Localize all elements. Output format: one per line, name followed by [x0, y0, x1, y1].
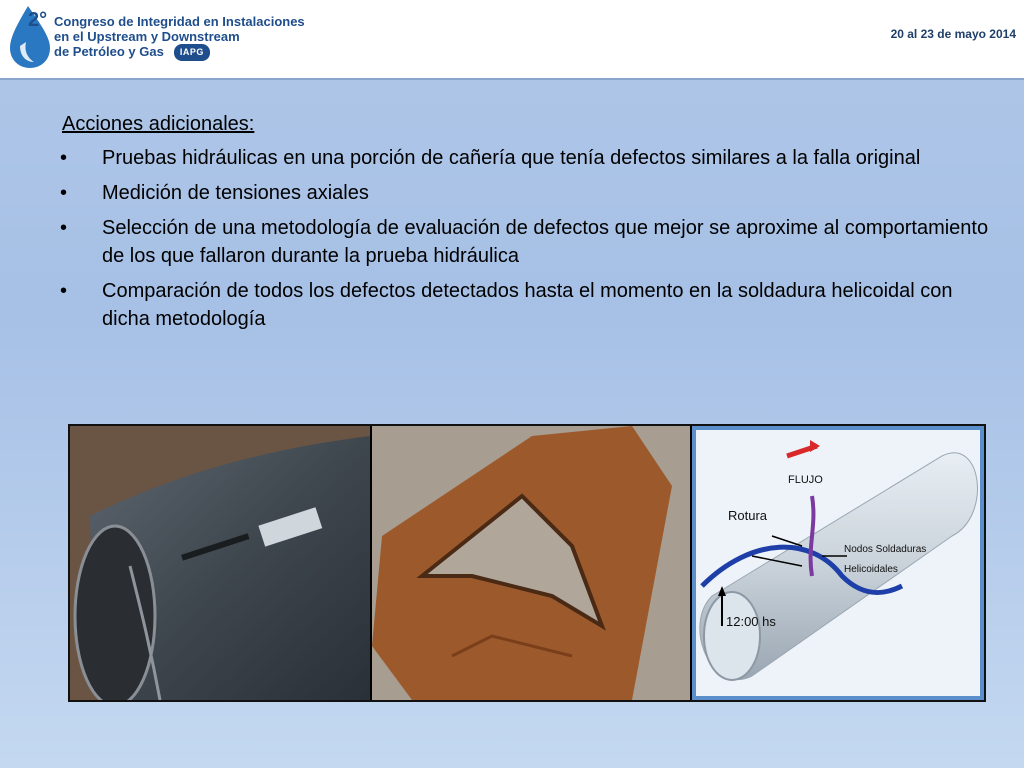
title-line-3-text: de Petróleo y Gas	[54, 44, 164, 59]
welds-label-line-2: Helicoidales	[844, 564, 898, 575]
event-date: 20 al 23 de mayo 2014	[890, 27, 1016, 41]
bullet-item	[62, 214, 992, 270]
rupture-label: Rotura	[728, 508, 768, 523]
iapg-badge: IAPG	[174, 44, 210, 61]
bullet-item	[62, 277, 992, 333]
flow-label: FLUJO	[788, 474, 823, 486]
helical-weld-diagram	[692, 426, 984, 700]
bullet-text: Pruebas hidráulicas en una porción de cañería que tenía defectos similares a la falla original	[102, 147, 921, 169]
clock-label: 12:00 hs	[726, 614, 776, 629]
bullet-text: Medición de tensiones axiales	[102, 182, 369, 204]
bullet-list	[62, 144, 992, 333]
bullet-item	[62, 179, 992, 207]
logo-number: 2°	[28, 9, 48, 31]
bullet-icon: •	[60, 217, 68, 239]
bullet-icon: •	[60, 147, 68, 169]
bullet-icon: •	[60, 280, 68, 302]
slide-content	[62, 110, 992, 340]
section-heading: Acciones adicionales:	[62, 113, 255, 135]
bullet-text: Comparación de todos los defectos detectados hasta el momento en la soldadura helicoidal con dicha metodología	[102, 280, 953, 330]
title-line-1: Congreso de Integridad en Instalaciones	[54, 14, 305, 29]
bullet-icon: •	[60, 182, 68, 204]
congress-title	[54, 14, 324, 61]
congress-logo-icon	[6, 2, 54, 72]
ruptured-steel-photo	[372, 426, 690, 700]
title-line-2: en el Upstream y Downstream	[54, 29, 240, 44]
slide-header	[0, 0, 1024, 80]
welds-label-line-1: Nodos Soldaduras	[844, 544, 927, 555]
pipe-photo	[70, 426, 370, 700]
image-strip	[68, 424, 986, 702]
bullet-item	[62, 144, 992, 172]
bullet-text: Selección de una metodología de evaluación de defectos que mejor se aproxime al comportamiento de los que fallaron durante la prueba hidráulica	[102, 217, 989, 267]
title-line-3	[54, 44, 324, 61]
